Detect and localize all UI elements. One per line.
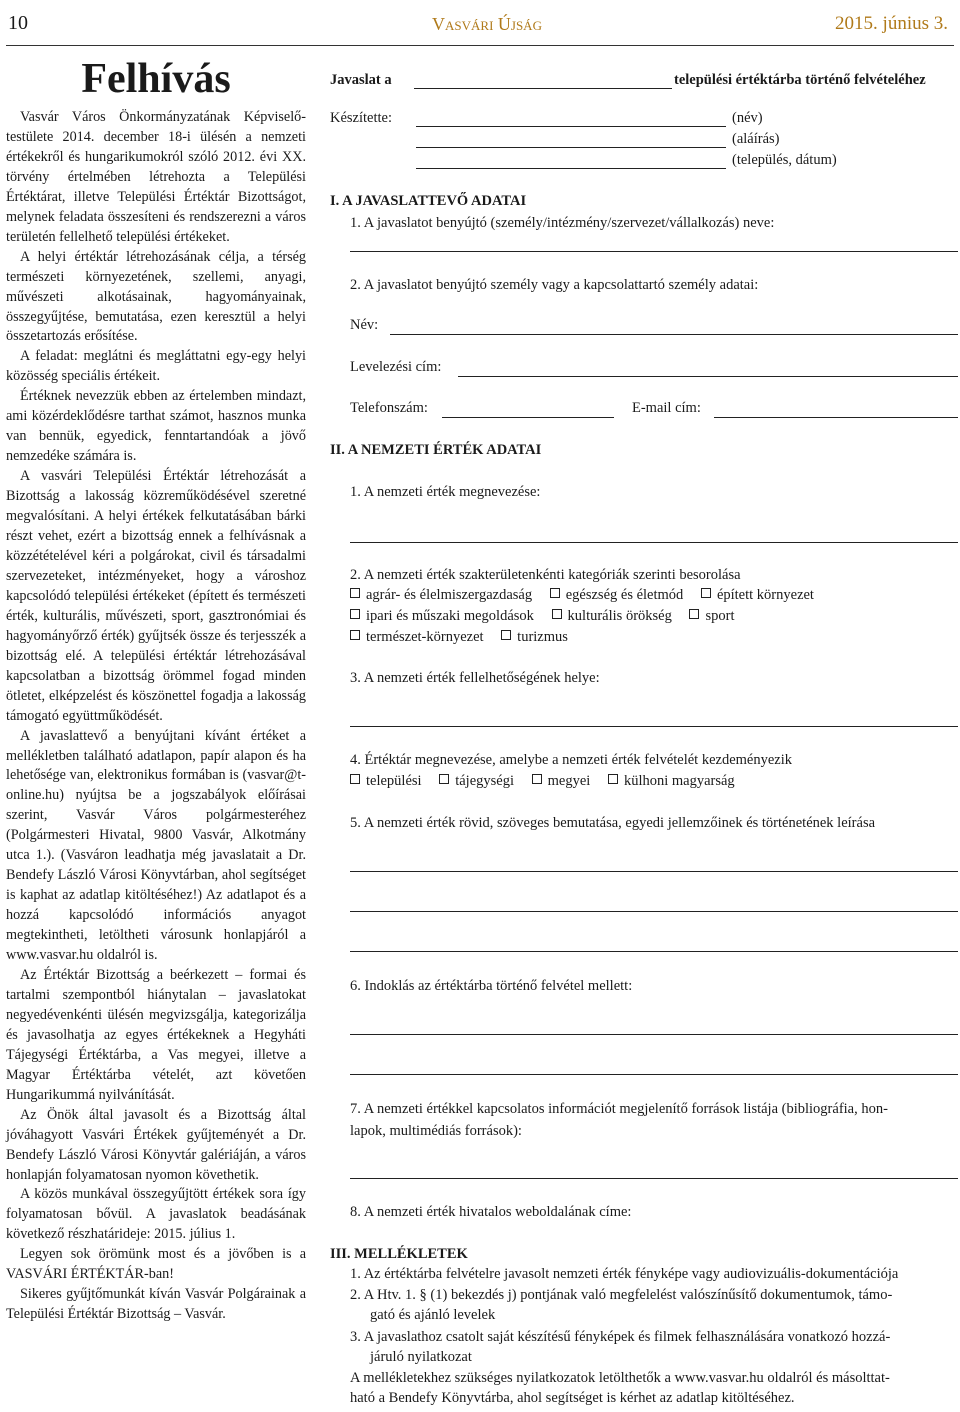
name-label: Név: <box>350 317 379 333</box>
paragraph: Az Értéktár Bizottság a beérkezett – formai és tartalmi szempontból hiánytalan – javaslatokat negyedévenkénti ülésén megvizsgálja, kategorizálja és javasolhatja az egyes értékeknek a Hegyháti Tájegységi Értéktárba, a Vas megyei, illetve a Magyar Értéktárba vételét, azt követően Hungarikummá nyilvánítását. <box>6 966 306 1103</box>
paragraph: A vasvári Települési Értéktár létrehozását a Bizottság a lakosság közreműködésével szeretné megvalósítani. A helyi értékek felkutatásában bárki részt vehet, ezért a bizottság ennek a felhívásnak a közzétételével kéri a polgárokat, civil és társadalmi szervezeteket, intézményeket, hogy a városhoz kapcsolódó települési értékeket (épített és természeti érték, kulturális, művészeti, sport, gasztronómiai és hagyományőrző érték) gyűjtsék össze és terjesszék a bizottság elé. A települési értéktár létrehozásával kapcsolatban a bizottság örömmel fogad minden ötletet, elképzelést és köszönettel fogadja a lakosság támogató együttműködését. <box>6 468 306 724</box>
level-option[interactable]: külhoni magyarság <box>608 773 735 789</box>
category-option[interactable]: sport <box>689 608 734 624</box>
checkbox[interactable] <box>350 774 360 784</box>
checkbox[interactable] <box>550 588 560 598</box>
value-question-7: 7. A nemzeti értékkel kapcsolatos információt megjelenítő források listája (bibliográfia, hon- <box>350 1101 888 1117</box>
paragraph: A helyi értéktár létrehozásának célja, a térség természeti környezetének, szellemi, anyagi, művészeti alkotásainak, hagyományainak, összegyűjtése, bemutatása, ezen keresztül a helyi összetartozás erősítése. <box>6 248 306 345</box>
category-option[interactable]: egészség és életmód <box>550 587 684 603</box>
prepared-place-hint: (település, dátum) <box>732 152 837 168</box>
justification-line[interactable] <box>350 1034 958 1035</box>
phone-field[interactable] <box>442 417 614 418</box>
value-name-answer-field[interactable] <box>350 542 958 543</box>
prepared-name-hint: (név) <box>732 110 763 126</box>
level-option[interactable]: tájegységi <box>439 773 514 789</box>
category-option[interactable]: kulturális örökség <box>552 608 672 624</box>
section-1-heading: I. A JAVASLATTEVŐ ADATAI <box>330 193 527 209</box>
description-line[interactable] <box>350 911 958 912</box>
value-question-1: 1. A nemzeti érték megnevezése: <box>350 484 541 500</box>
sources-field[interactable] <box>350 1178 958 1179</box>
checkbox[interactable] <box>532 774 542 784</box>
category-option[interactable]: agrár- és élelmiszergazdaság <box>350 587 532 603</box>
call-article <box>6 56 306 1325</box>
attachment-3-cont: járuló nyilatkozat <box>370 1349 472 1365</box>
prepared-label: Készítette: <box>330 110 393 126</box>
value-question-8: 8. A nemzeti érték hivatalos weboldalának címe: <box>350 1204 632 1220</box>
justification-line[interactable] <box>350 1074 958 1075</box>
address-label: Levelezési cím: <box>350 359 442 375</box>
paragraph: Az Önök által javasolt és a Bizottság által jóváhagyott Vasvári Értékek gyűjteményét a Dr. Bendefy László Városi Könyvtár galériáján, a város honlapján folyamatosan nyomon követhetik. <box>6 1106 306 1183</box>
repository-level-options <box>350 773 749 790</box>
page-number: 10 <box>8 12 28 34</box>
question-1: 1. A javaslatot benyújtó (személy/intézmény/szervezet/vállalkozás) neve: <box>350 215 775 231</box>
attachment-3: 3. A javaslathoz csatolt saját készítésű fényképek és filmek felhasználására vonatkozó hozzá- <box>350 1329 891 1345</box>
header-rule <box>6 45 954 46</box>
checkbox[interactable] <box>552 609 562 619</box>
category-row <box>350 587 828 604</box>
description-line[interactable] <box>350 951 958 952</box>
paragraph: A javaslattevő a benyújtani kívánt értéket a mellékletben található adatlapon, papír alapon és ha lehetősége van, elektronikus formában is (vasvar@t-online.hu) nyújtsa be a jogszabályok előírásai szerint, Vasvár Város polgármesteréhez (Polgármesteri Hivatal, 9800 Vasvár, Alkotmány utca 1.). (Vasváron leadhatja még javaslatait a Dr. Bendefy László Városi Könyvtárban, ahol segítséget is kaphat az adatlap kitöltéséhez!) Az adatlapot és a hozzá kapcsolódó információs anyagot megtekintheti, letöltheti városunk honlapjáról a www.vasvar.hu oldalról is. <box>6 727 306 964</box>
page-header <box>0 0 960 44</box>
form-title-prefix: Javaslat a <box>330 72 392 88</box>
prepared-name-field[interactable] <box>416 126 726 127</box>
attachment-2: 2. A Htv. 1. § (1) bekezdés j) pontjának való megfelelést valószínűsítő dokumentumok, támo- <box>350 1287 893 1303</box>
value-question-3: 3. A nemzeti érték fellelhetőségének helye: <box>350 670 600 686</box>
download-note-cont: ható a Bendefy Könyvtárba, ahol segítséget is kérhet az adatlap kitöltéséhez. <box>350 1390 795 1406</box>
location-field[interactable] <box>350 726 958 727</box>
attachment-1: 1. Az értéktárba felvételre javasolt nemzeti érték fényképe vagy audiovizuális-dokumentációja <box>350 1266 899 1282</box>
submitter-name-field[interactable] <box>350 251 958 252</box>
paragraph: Legyen sok örömünk most és a jövőben is a VASVÁRI ÉRTÉKTÁR-ban! <box>6 1246 306 1283</box>
publication-title: Vasvári Újság <box>432 14 542 34</box>
form-title-suffix: települési értéktárba történő felvételéhez <box>674 72 926 88</box>
description-line[interactable] <box>350 871 958 872</box>
address-field[interactable] <box>458 376 958 377</box>
value-question-6: 6. Indoklás az értéktárba történő felvétel mellett: <box>350 978 633 994</box>
level-option[interactable]: települési <box>350 773 422 789</box>
checkbox[interactable] <box>608 774 618 784</box>
name-field[interactable] <box>390 334 958 335</box>
paragraph: Sikeres gyűjtőmunkát kíván Vasvár Polgárainak a Települési Értéktár Bizottság – Vasvár. <box>6 1286 306 1323</box>
level-option[interactable]: megyei <box>532 773 591 789</box>
category-option[interactable]: természet-környezet <box>350 629 484 645</box>
issue-date: 2015. június 3. <box>835 13 948 34</box>
checkbox[interactable] <box>350 609 360 619</box>
section-3-heading: III. MELLÉKLETEK <box>330 1246 468 1262</box>
category-row <box>350 608 748 625</box>
value-question-4: 4. Értéktár megnevezése, amelybe a nemzeti érték felvételét kezdeményezik <box>350 752 793 768</box>
value-question-7-cont: lapok, multimédiás források): <box>350 1123 522 1139</box>
value-name-field[interactable] <box>414 88 672 89</box>
prepared-signature-field[interactable] <box>416 147 726 148</box>
checkbox[interactable] <box>701 588 711 598</box>
prepared-place-field[interactable] <box>416 168 726 169</box>
checkbox[interactable] <box>350 630 360 640</box>
checkbox[interactable] <box>689 609 699 619</box>
paragraph: A feladat: meglátni és megláttatni egy-egy helyi közösség speciális értékeit. <box>6 348 306 385</box>
checkbox[interactable] <box>350 588 360 598</box>
value-question-2: 2. A nemzeti érték szakterületenkénti kategóriák szerinti besorolása <box>350 567 741 583</box>
download-note: A mellékletekhez szükséges nyilatkozatok letölthetők a www.vasvar.hu oldalról és másolttat- <box>350 1370 890 1386</box>
checkbox[interactable] <box>439 774 449 784</box>
category-row <box>350 629 582 646</box>
checkbox[interactable] <box>501 630 511 640</box>
question-2: 2. A javaslatot benyújtó személy vagy a kapcsolattartó személy adatai: <box>350 277 759 293</box>
email-field[interactable] <box>714 417 958 418</box>
category-option[interactable]: turizmus <box>501 629 568 645</box>
article-title: Felhívás <box>81 56 231 102</box>
category-option[interactable]: épített környezet <box>701 587 814 603</box>
section-2-heading: II. A NEMZETI ÉRTÉK ADATAI <box>330 442 542 458</box>
email-label: E-mail cím: <box>632 400 701 416</box>
attachment-2-cont: gató és ajánló levelek <box>370 1307 496 1323</box>
prepared-signature-hint: (aláírás) <box>732 131 780 147</box>
paragraph: A közös munkával összegyűjtött értékek sora így folyamatosan bővül. A javaslatok beadásának következő részhatárideje: 2015. július 1. <box>6 1186 306 1243</box>
paragraph: Vasvár Város Önkormányzatának Képviselő-testülete 2014. december 18-i ülésén a nemzeti értékekről és hungarikumokról szóló 2012. évi XX. törvény értelmében létrehozta a Települési Értéktárat, illetve Települési Értéktár Bizottságot, melynek feladata összesíteni és rendszerezni a város területén fellelhető települési értékeket. <box>6 109 306 245</box>
phone-label: Telefonszám: <box>350 400 428 416</box>
category-option[interactable]: ipari és műszaki megoldások <box>350 608 534 624</box>
value-question-5: 5. A nemzeti érték rövid, szöveges bemutatása, egyedi jellemzőinek és történetének leírása <box>350 815 876 831</box>
paragraph: Értéknek nevezzük ebben az értelemben mindazt, ami közérdeklődésre tarthat számot, hasznos munka van bennük, egyedick, fenntartandóak a jövő nemzedéke számára is. <box>6 388 306 465</box>
